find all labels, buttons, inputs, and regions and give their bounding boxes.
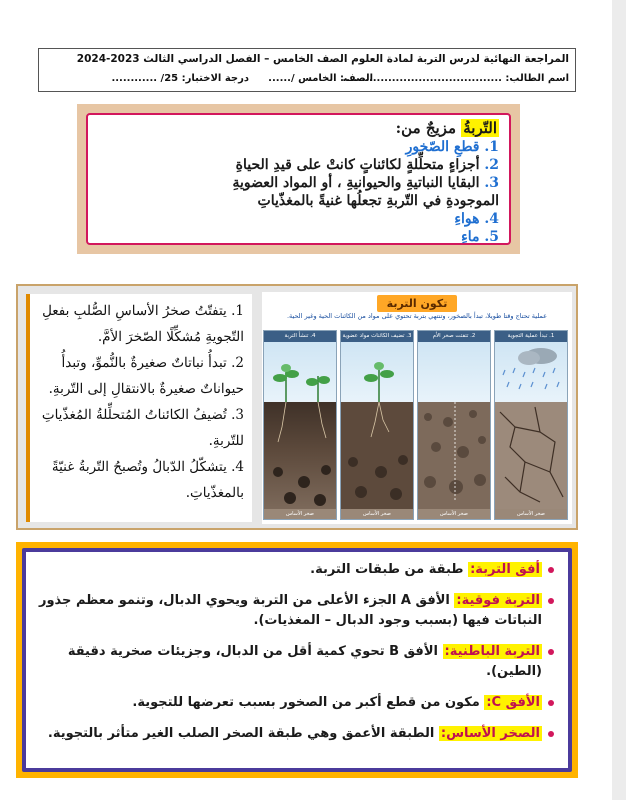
horizon-item	[36, 591, 554, 631]
soil-horizons-card	[16, 542, 578, 778]
page-margin	[612, 0, 626, 800]
component-text: قطعِ الصّخورِ	[405, 139, 480, 155]
soil-component-3-cont	[98, 192, 499, 210]
rock-fragments	[418, 402, 492, 511]
formation-step-4: 4. يتشكّلُ الدّبالُ وتُصبحُ التّربةُ غنيّةً بالمغذّياتِ.	[51, 459, 244, 501]
bedrock-label: صخر الأساس	[418, 509, 490, 519]
component-number: 1.	[484, 139, 499, 155]
diagram-panel-1	[494, 330, 568, 520]
soil-definition-card	[77, 104, 520, 254]
horizon-item	[36, 693, 554, 713]
component-text: ماءِ	[461, 229, 480, 245]
horizon-term: أفق التربة:	[470, 562, 540, 577]
horizon-description: الأفق B تحوي كمية أقل من الدبال، وجزيئات صخرية دقيقة (الطين).	[67, 644, 542, 679]
horizon-term: التربة الباطنية:	[444, 644, 540, 659]
cracked-rock	[495, 402, 567, 511]
soil-component-3	[98, 174, 499, 192]
horizon-item	[36, 560, 554, 580]
soil-definition-lead: مزيجٌ من:	[395, 119, 456, 137]
component-text: البقايا النباتيةِ والحيوانيةِ ، أو المواد العضويةِ	[232, 175, 480, 191]
soil-formation-steps	[26, 294, 252, 522]
roots-pattern	[341, 402, 415, 511]
component-number: 4.	[484, 211, 499, 227]
diagram-title-label: تكون التربة	[377, 295, 458, 312]
bullet-icon	[548, 700, 554, 706]
component-text: أجزاءٍ متحلِّلةٍ لكائناتٍ كانتْ على قيدِ الحياةِ	[235, 157, 480, 173]
horizon-description: مكون من قطع أكبر من الصخور بسبب تعرضها للتجوية.	[132, 695, 480, 710]
component-text: الموجودةِ في التّربةِ تجعلُها غنيةً بالمغذّياتِ	[257, 193, 499, 209]
horizon-description: الطبقة الأعمق وهي طبقة الصخر الصلب الغير متأثر بالتجوية.	[47, 726, 435, 741]
panel-sky	[264, 342, 336, 402]
panel-heading: 3. تضيف الكائنات مواد عضوية	[341, 331, 413, 342]
soil-component-5	[98, 228, 499, 246]
rain-cloud-icon	[495, 342, 569, 402]
bullet-icon	[548, 731, 554, 737]
formation-step-3: 3. تُضيفُ الكائناتُ المُتحلِّلةُ المُغذّياتِ للتّربةِ.	[41, 407, 244, 449]
bedrock-label: صخر الأساس	[264, 509, 336, 519]
horizon-description: طبقة من طبقات التربة.	[310, 562, 464, 577]
organic-soil	[341, 402, 413, 511]
soil-definition-title	[98, 119, 499, 138]
component-text: هواءِ	[454, 211, 480, 227]
horizon-term: التربة فوقية:	[456, 593, 540, 608]
component-number: 3.	[484, 175, 499, 191]
diagram-title	[262, 292, 572, 312]
formation-step-2: 2. تبدأُ نباتاتٌ صغيرةٌ بالنُّموِّ، وتبدأُ حيواناتٌ صغيرةٌ بالانتقالِ إلى التّربةِ.	[48, 355, 244, 397]
formation-step-1: 1. يتفتّتُ صخرُ الأساسِ الصُّلبِ بفعلِ التّجويةِ مُشكِّلًا الصّخرَ الأمَّ.	[42, 303, 244, 345]
horizon-item	[36, 724, 554, 744]
bullet-icon	[548, 567, 554, 573]
class-field: الصف: الخامس /......	[268, 73, 373, 84]
component-number: 5.	[484, 229, 499, 245]
panel-heading: 1. تبدأ عملية التجوية	[495, 331, 567, 342]
grade-field: درجة الاختبار: 25/ ............	[111, 73, 249, 84]
bedrock-label: صخر الأساس	[495, 509, 567, 519]
soil-formation-card	[16, 284, 578, 530]
diagram-panel-2	[417, 330, 491, 520]
worksheet-header	[38, 48, 576, 92]
horizon-term: الصخر الأساس:	[440, 726, 540, 741]
panel-sky	[341, 342, 413, 402]
soil-formation-diagram	[262, 292, 572, 524]
plant-icon	[341, 342, 415, 402]
student-name-field: اسم الطالب: ..........................................	[342, 73, 569, 84]
soil-horizons-pattern	[264, 402, 338, 511]
plants-icon	[264, 342, 338, 402]
diagram-panel-4	[263, 330, 337, 520]
panel-heading: 4. تنشأ التربة	[264, 331, 336, 342]
broken-rock	[418, 402, 490, 511]
bullet-icon	[548, 649, 554, 655]
panel-heading: 2. تتفتت صخر الأم	[418, 331, 490, 342]
soil-component-2	[98, 156, 499, 174]
diagram-subtitle: عملية تحتاج وقتا طويلا، تبدأ بالصخور، وتنتهي بتربة تحتوي على مواد من الكائنات الحية وغير الحية.	[286, 312, 548, 320]
student-info-row	[45, 73, 569, 87]
horizon-term: الأفق C:	[486, 695, 540, 710]
panel-sky	[418, 342, 490, 402]
soil-term-highlight: التّربةُ	[463, 119, 497, 137]
component-number: 2.	[484, 157, 499, 173]
diagram-panel-3	[340, 330, 414, 520]
horizon-description: الأفق A الجزء الأعلى من التربة ويحوي الدبال، وتنمو معظم جذور النباتات فيها (بسبب وجود الدبال – المغذيات).	[38, 593, 542, 628]
worksheet-title: المراجعة النهائية لدرس التربة لمادة العلوم الصف الخامس – الفصل الدراسي الثالث 2023-2024	[76, 53, 569, 65]
cracks-pattern	[495, 402, 569, 511]
soil-component-1	[98, 138, 499, 156]
mature-soil	[264, 402, 336, 511]
bedrock-label: صخر الأساس	[341, 509, 413, 519]
bullet-icon	[548, 598, 554, 604]
horizon-item	[36, 642, 554, 682]
soil-component-4	[98, 210, 499, 228]
panel-sky	[495, 342, 567, 402]
